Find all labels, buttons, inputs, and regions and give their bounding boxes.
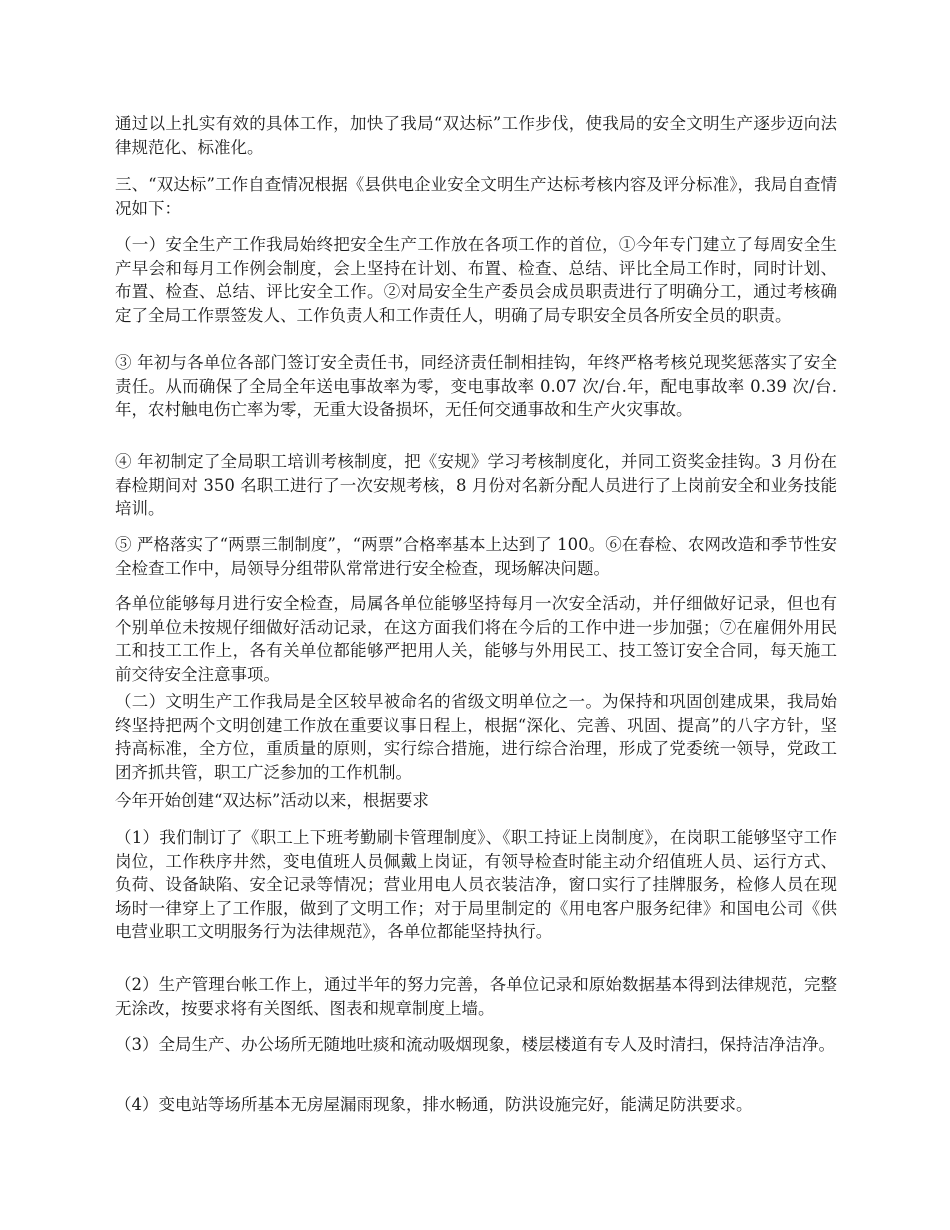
- paragraph-training: ④ 年初制定了全局职工培训考核制度，把《安规》学习考核制度化，并同工资奖金挂钩。3 月份在春检期间对 350 名职工进行了一次安规考核，8 月份对名新分配人员进行了上岗前安全和业务技能培训。: [115, 452, 837, 518]
- paragraph-inspections: 各单位能够每月进行安全检查，局属各单位能够坚持每月一次安全活动，并仔细做好记录，但也有个别单位未按规仔细做好活动记录，在这方面我们将在今后的工作中进一步加强；⑦在雇佣外用民工和技工工作上，各有关单位都能够严把用人关，能够与外用民工、技工签订安全合同，每天施工前交待安全注意事项。: [115, 594, 837, 684]
- paragraph-item-3: （3）全局生产、办公场所无随地吐痰和流动吸烟现象，楼层楼道有专人及时清扫，保持洁净洁净。: [115, 1035, 835, 1054]
- paragraph-section-three-heading: 三、“双达标”工作自查情况根据《县供电企业安全文明生产达标考核内容及评分标准》，我局自查情况如下：: [115, 175, 837, 218]
- paragraph-item-4: （4）变电站等场所基本无房屋漏雨现象，排水畅通，防洪设施完好，能满足防洪要求。: [115, 1095, 753, 1114]
- paragraph-item-1: （1）我们制订了《职工上下班考勤刷卡管理制度》、《职工持证上岗制度》，在岗职工能够坚守工作岗位，工作秩序井然，变电值班人员佩戴上岗证，有领导检查时能主动介绍值班人员、运行方式、负荷、设备缺陷、安全记录等情况；营业用电人员衣装洁净，窗口实行了挂牌服务，检修人员在现场时一律穿上了工作服，做到了文明工作；对于局里制定的《用电客户服务纪律》和国电公司《供电营业职工文明服务行为法律规范》，各单位都能坚持执行。: [115, 828, 837, 941]
- paragraph-item-2: （2）生产管理台帐工作上，通过半年的努力完善，各单位记录和原始数据基本得到法律规范，完整无涂改，按要求将有关图纸、图表和规章制度上墙。: [115, 975, 837, 1018]
- paragraph-civilized-production: （二）文明生产工作我局是全区较早被命名的省级文明单位之一。为保持和巩固创建成果，我局始终坚持把两个文明创建工作放在重要议事日程上，根据“深化、完善、巩固、提高”的八字方针，坚持高标准，全方位，重质量的原则，实行综合措施，进行综合治理，形成了党委统一领导，党政工团齐抓共管，职工广泛参加的工作机制。: [115, 692, 837, 782]
- paragraph-safety-production: （一）安全生产工作我局始终把安全生产工作放在各项工作的首位，①今年专门建立了每周安全生产早会和每月工作例会制度，会上坚持在计划、布置、检查、总结、评比全局工作时，同时计划、布置、检查、总结、评比安全工作。②对局安全生产委员会成员职责进行了明确分工，通过考核确定了全局工作票签发人、工作负责人和工作责任人，明确了局专职安全员各所安全员的职责。: [115, 235, 837, 325]
- paragraph-two-tickets: ⑤ 严格落实了“两票三制制度”，“两票”合格率基本上达到了 100。⑥在春检、农网改造和季节性安全检查工作中，局领导分组带队常常进行安全检查，现场解决问题。: [115, 535, 837, 578]
- paragraph-summary: 通过以上扎实有效的具体工作，加快了我局“双达标”工作步伐，使我局的安全文明生产逐步迈向法律规范化、标准化。: [115, 114, 837, 157]
- paragraph-responsibility: ③ 年初与各单位各部门签订安全责任书，同经济责任制相挂钩，年终严格考核兑现奖惩落实了安全责任。从而确保了全局全年送电事故率为零，变电事故率 0.07 次/台.年，配电事故率 0.39 次/台.年，农村触电伤亡率为零，无重大设备损坏，无任何交通事故和生产火灾事故。: [115, 353, 837, 419]
- paragraph-double-standard-intro: 今年开始创建“双达标”活动以来，根据要求: [115, 791, 429, 810]
